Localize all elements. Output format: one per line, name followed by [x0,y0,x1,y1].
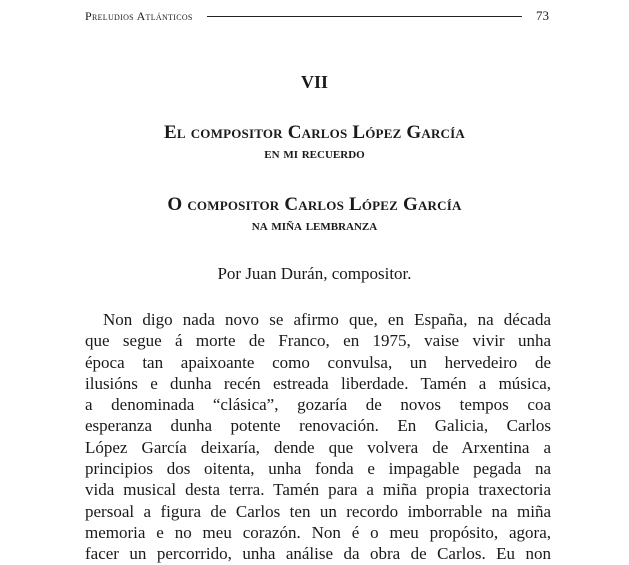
body-line: memoria e no meu corazón. Non é o meu propósito, agora, [85,522,551,542]
running-header [85,6,549,26]
body-line: principios dos oitenta, unha fonda e impagable pegada na [85,459,551,479]
title-spanish-sub: en mi recuerdo [264,146,365,162]
header-rule [207,16,522,17]
title-galician [0,194,629,235]
chapter-number: VII [300,72,328,92]
title-spanish-main: El compositor Carlos López García [164,122,465,143]
page-number: 73 [536,8,549,23]
body-line: facer un percorrido, unha análise da obra de Carlos. Eu non [85,544,551,564]
body-line: persoal a figura de Carlos ten un recordo imborrable na miña [85,501,551,521]
body-line: época tan apaixoante como convulsa, un hervedeiro de [85,352,551,372]
body-line: ilusións e dunha recén estreada liberdade. Tamén a música, [85,373,551,393]
running-title: Preludios Atlánticos [85,8,193,23]
body-line: vida musical desta terra. Tamén para a miña propia traxectoria [85,480,551,500]
title-galician-sub: na miña lembranza [251,218,378,234]
body-line: López García deixaría, dende que volvera de Arxentina a [85,437,551,457]
body-line: que segue á morte de Franco, en 1975, vaise vivir unha [85,331,551,351]
byline: Por Juan Durán, compositor. [217,264,412,283]
body-paragraph [85,309,551,565]
body-line: Non digo nada novo se afirmo que, en España, na década [103,310,551,329]
body-line: a denominada “clásica”, gozaría de novos tempos coa [85,395,551,415]
title-spanish [0,122,629,163]
title-galician-main: O compositor Carlos López García [167,194,462,215]
body-line: esperanza dunha potente renovación. En Galicia, Carlos [85,416,551,436]
